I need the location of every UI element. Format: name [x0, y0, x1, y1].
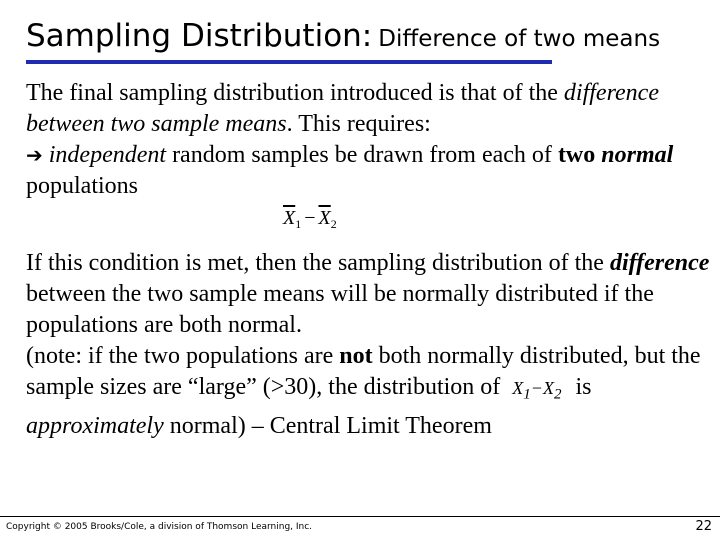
title-subtitle: Difference of two means	[378, 26, 661, 52]
note-text-1: (note: if the two populations are	[26, 343, 340, 369]
condition-text-2: between the two sample means will be normally distributed if the populations are both normal.	[26, 281, 654, 338]
condition-text-1: If this condition is met, then the sampling distribution of the	[26, 250, 610, 276]
slide-title	[26, 18, 660, 54]
note-text-3: is	[569, 374, 592, 400]
intro-emphasis-difference: difference between two sample means	[26, 80, 659, 137]
arrow-right-icon: ➔	[26, 143, 43, 167]
formula-inline-x1-minus-x2: $X_1-X_2$	[512, 378, 562, 403]
intro-text-3: random samples be drawn from each of	[166, 142, 558, 168]
copyright-notice: Copyright © 2005 Brooks/Cole, a division of Thomson Learning, Inc.	[6, 522, 313, 532]
intro-text-2: . This requires:	[286, 111, 431, 137]
emphasis-two: two	[557, 142, 596, 168]
intro-text-1: The final sampling distribution introduced is that of the	[26, 80, 564, 106]
emphasis-normal: normal	[601, 142, 674, 168]
page-number: 22	[695, 519, 712, 534]
intro-paragraph	[26, 78, 716, 202]
condition-paragraph	[26, 248, 716, 442]
title-main: Sampling Distribution:	[26, 18, 373, 54]
emphasis-difference: difference	[609, 250, 710, 276]
emphasis-independent: independent	[48, 142, 167, 168]
footer-divider	[0, 516, 720, 517]
note-text-4: normal) – Central Limit Theorem	[163, 412, 492, 439]
formula-x1-minus-x2: $\overline{X}_1 - \overline{X}_2$	[283, 207, 337, 231]
title-underline	[26, 60, 552, 64]
intro-text-4: populations	[26, 173, 138, 199]
note-text-2: both normally distributed, but the sample sizes are “large” (>30), the distribution of	[26, 343, 701, 400]
emphasis-not: not	[339, 343, 373, 369]
emphasis-approximately: approximately	[26, 412, 164, 439]
